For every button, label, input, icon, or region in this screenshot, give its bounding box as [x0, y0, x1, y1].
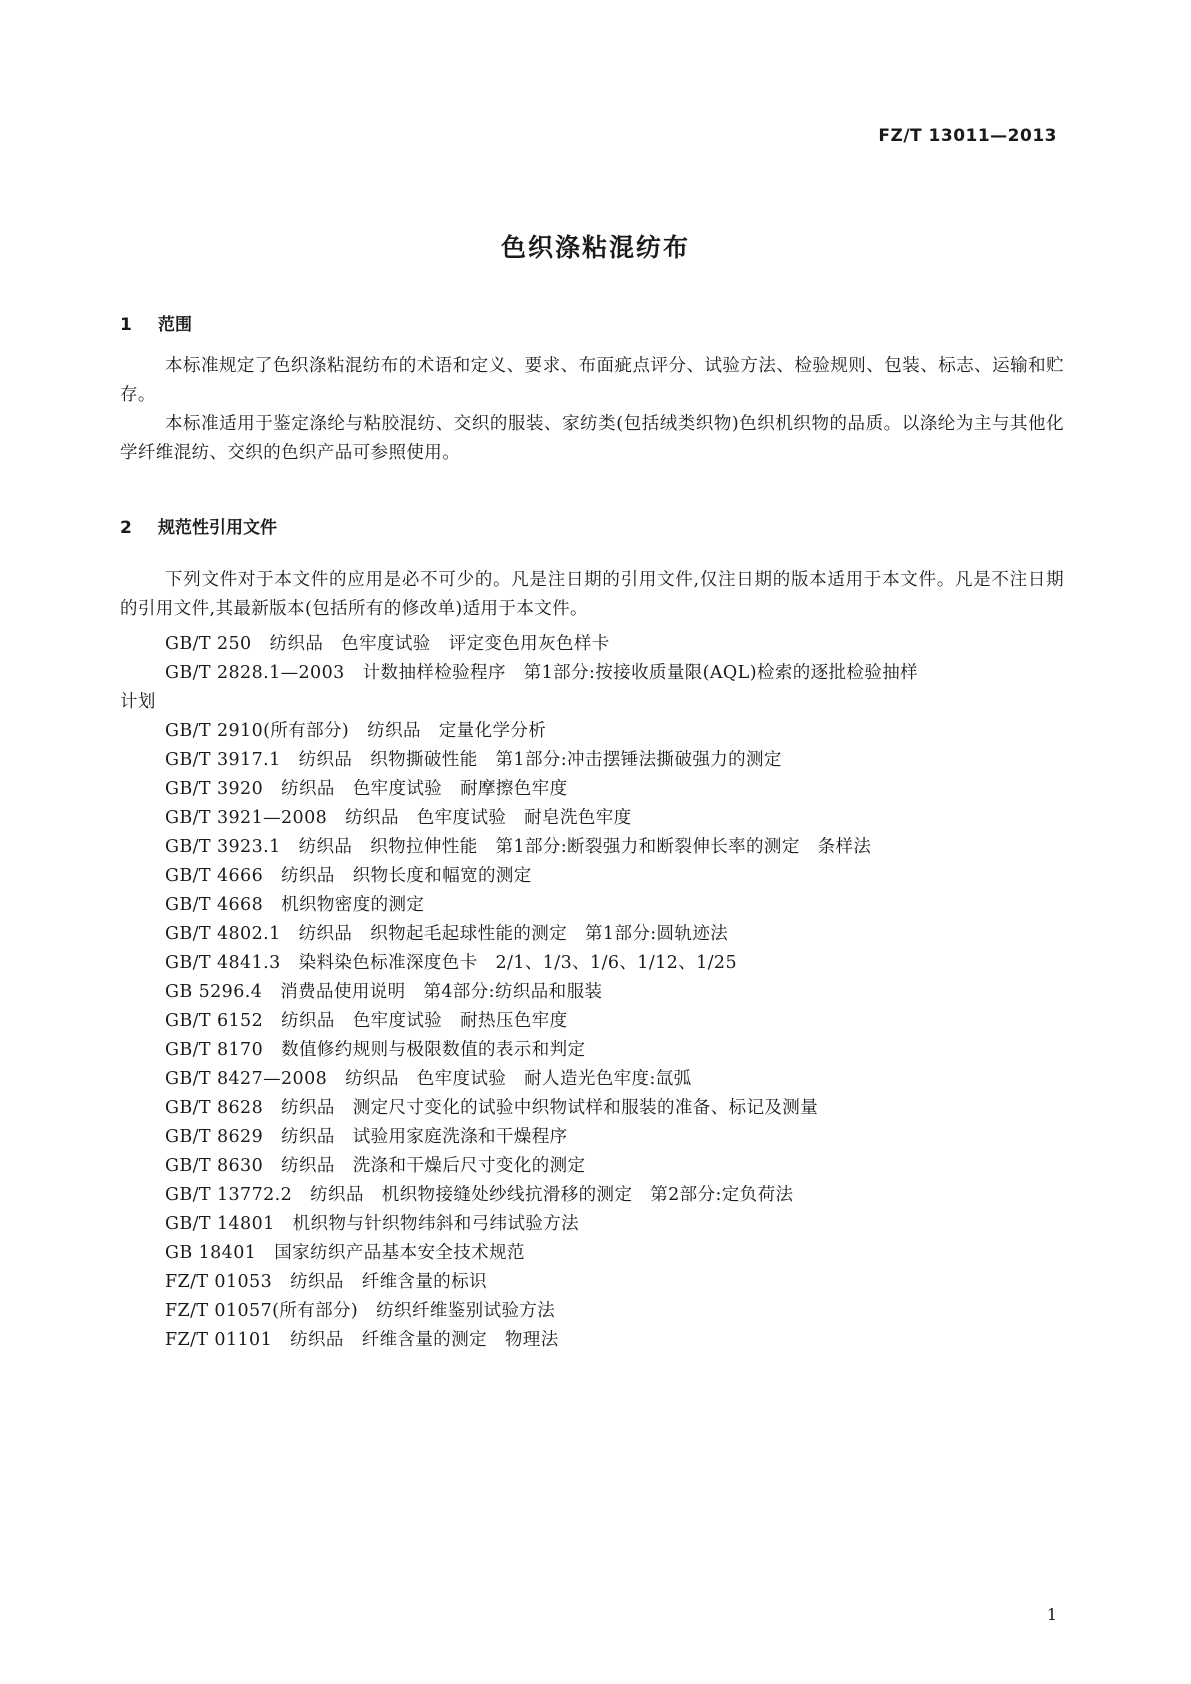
reference-title: 纺织品 织物起毛起球性能的测定 第1部分:圆轨迹法 — [298, 924, 729, 944]
scope-paragraph-2: 本标准适用于鉴定涤纶与粘胶混纺、交织的服装、家纺类(包括绒类织物)色织机织物的品质。以涤纶为主与其他化学纤维混纺、交织的色织产品可参照使用。 — [120, 414, 1064, 463]
reference-code: GB 18401 — [165, 1243, 257, 1263]
reference-code: FZ/T 01057(所有部分) — [165, 1301, 359, 1321]
reference-title: 数值修约规则与极限数值的表示和判定 — [281, 1040, 586, 1060]
section-heading-normative-references — [120, 513, 277, 538]
list-item — [120, 1007, 1064, 1036]
reference-title: 国家纺织产品基本安全技术规范 — [274, 1243, 525, 1263]
reference-title: 机织物与针织物纬斜和弓纬试验方法 — [292, 1214, 580, 1234]
reference-title: 纺织品 织物长度和幅宽的测定 — [281, 866, 532, 886]
reference-code: GB 5296.4 — [165, 982, 263, 1002]
reference-code: GB/T 8630 — [165, 1156, 264, 1176]
reference-title: 机织物密度的测定 — [281, 895, 425, 915]
reference-title: 纺织品 色牢度试验 评定变色用灰色样卡 — [269, 634, 610, 654]
list-item — [120, 1094, 1064, 1123]
reference-code: GB/T 13772.2 — [165, 1185, 293, 1205]
reference-title: 纺织品 机织物接缝处纱线抗滑移的测定 第2部分:定负荷法 — [310, 1185, 794, 1205]
list-item — [120, 920, 1064, 949]
section-title: 规范性引用文件 — [158, 518, 277, 538]
list-item — [120, 746, 1064, 775]
reference-title: 消费品使用说明 第4部分:纺织品和服装 — [280, 982, 603, 1002]
reference-code: GB/T 3917.1 — [165, 750, 281, 770]
list-item — [120, 862, 1064, 891]
list-item — [120, 949, 1064, 978]
reference-code: GB/T 6152 — [165, 1011, 264, 1031]
reference-title: 纺织品 试验用家庭洗涤和干燥程序 — [281, 1127, 568, 1147]
list-item — [120, 1210, 1064, 1239]
reference-code: GB/T 14801 — [165, 1214, 275, 1234]
list-item — [120, 1152, 1064, 1181]
reference-title: 计数抽样检验程序 第1部分:按接收质量限(AQL)检索的逐批检验抽样 — [362, 663, 919, 683]
reference-list — [120, 630, 1064, 1355]
section-title: 范围 — [158, 315, 192, 335]
reference-title: 纺织品 洗涤和干燥后尺寸变化的测定 — [281, 1156, 586, 1176]
reference-code: GB/T 4841.3 — [165, 953, 281, 973]
reference-code: GB/T 8170 — [165, 1040, 264, 1060]
reference-title: 纺织品 测定尺寸变化的试验中织物试样和服装的准备、标记及测量 — [281, 1098, 819, 1118]
reference-code: GB/T 3923.1 — [165, 837, 281, 857]
reference-title: 纺织纤维鉴别试验方法 — [376, 1301, 556, 1321]
reference-code: GB/T 250 — [165, 634, 252, 654]
reference-title: 纺织品 定量化学分析 — [367, 721, 547, 741]
reference-title: 纺织品 色牢度试验 耐皂洗色牢度 — [345, 808, 632, 828]
reference-code: GB/T 4666 — [165, 866, 264, 886]
list-item — [120, 833, 1064, 862]
reference-title: 纺织品 色牢度试验 耐摩擦色牢度 — [281, 779, 568, 799]
reference-code: GB/T 4802.1 — [165, 924, 281, 944]
reference-title: 纺织品 织物撕破性能 第1部分:冲击摆锤法撕破强力的测定 — [298, 750, 782, 770]
list-item — [120, 1239, 1064, 1268]
reference-code: FZ/T 01053 — [165, 1272, 273, 1292]
list-item — [120, 1297, 1064, 1326]
reference-title: 纺织品 色牢度试验 耐人造光色牢度:氙弧 — [345, 1069, 692, 1089]
list-item — [120, 978, 1064, 1007]
reference-code: GB/T 3920 — [165, 779, 264, 799]
list-item — [120, 717, 1064, 746]
standard-code: FZ/T 13011—2013 — [878, 126, 1057, 146]
section-number: 2 — [120, 518, 132, 538]
list-item — [120, 659, 1064, 717]
list-item — [120, 1065, 1064, 1094]
reference-title: 纺织品 纤维含量的标识 — [290, 1272, 488, 1292]
reference-code: GB/T 8628 — [165, 1098, 264, 1118]
page-number: 1 — [1046, 1605, 1057, 1624]
list-item — [120, 804, 1064, 833]
reference-code: GB/T 8427—2008 — [165, 1069, 328, 1089]
list-item — [120, 1326, 1064, 1355]
scope-paragraph-1: 本标准规定了色织涤粘混纺布的术语和定义、要求、布面疵点评分、试验方法、检验规则、包装、标志、运输和贮存。 — [120, 356, 1064, 405]
references-intro-paragraph: 下列文件对于本文件的应用是必不可少的。凡是注日期的引用文件,仅注日期的版本适用于本文件。凡是不注日期的引用文件,其最新版本(包括所有的修改单)适用于本文件。 — [120, 570, 1064, 619]
list-item — [120, 1181, 1064, 1210]
list-item — [120, 1036, 1064, 1065]
reference-title: 纺织品 纤维含量的测定 物理法 — [290, 1330, 559, 1350]
list-item — [120, 891, 1064, 920]
section-heading-scope — [120, 310, 192, 335]
list-item — [120, 630, 1064, 659]
reference-code: FZ/T 01101 — [165, 1330, 273, 1350]
document-title: 色织涤粘混纺布 — [500, 233, 690, 262]
reference-title-continuation: 计划 — [120, 692, 156, 712]
reference-title: 染料染色标准深度色卡 2/1、1/3、1/6、1/12、1/25 — [298, 953, 737, 973]
reference-code: GB/T 2910(所有部分) — [165, 721, 350, 741]
reference-code: GB/T 3921—2008 — [165, 808, 328, 828]
reference-title: 纺织品 织物拉伸性能 第1部分:断裂强力和断裂伸长率的测定 条样法 — [298, 837, 872, 857]
list-item — [120, 1268, 1064, 1297]
reference-code: GB/T 4668 — [165, 895, 264, 915]
reference-title: 纺织品 色牢度试验 耐热压色牢度 — [281, 1011, 568, 1031]
reference-code: GB/T 2828.1—2003 — [165, 663, 345, 683]
section-number: 1 — [120, 315, 132, 335]
reference-code: GB/T 8629 — [165, 1127, 264, 1147]
list-item — [120, 775, 1064, 804]
list-item — [120, 1123, 1064, 1152]
